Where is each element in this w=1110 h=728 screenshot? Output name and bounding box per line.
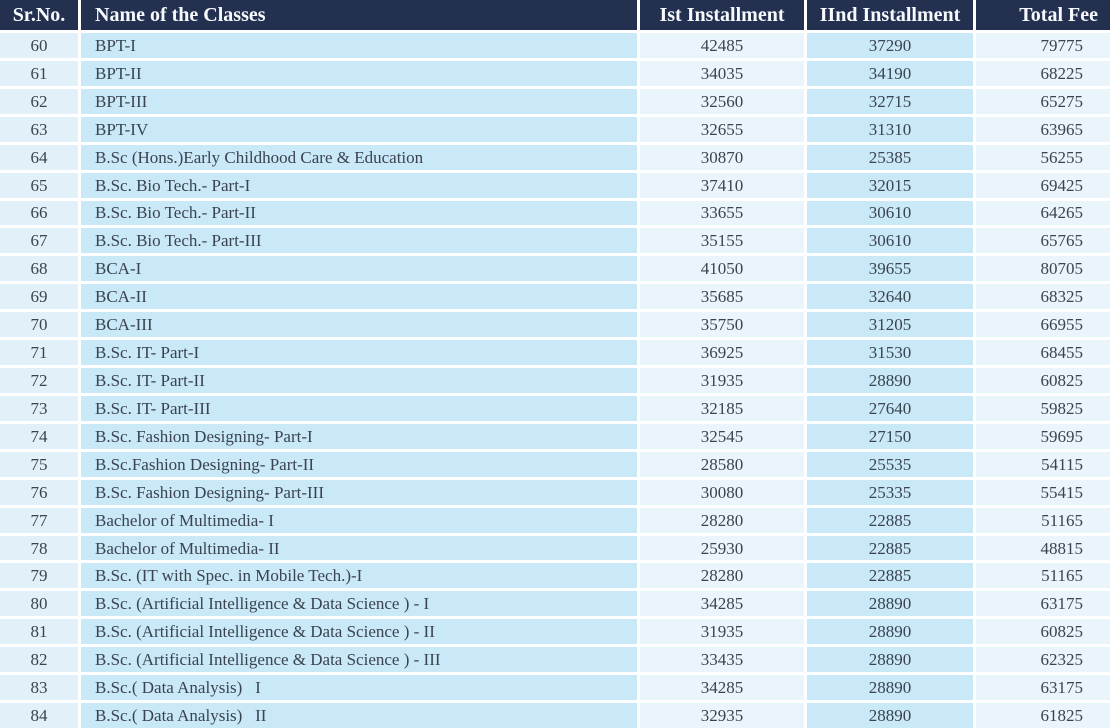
total-fee-cell: 79775 — [976, 33, 1110, 58]
first-installment-cell: 32655 — [640, 117, 804, 142]
second-installment-cell: 22885 — [807, 508, 973, 533]
second-installment-cell: 25385 — [807, 145, 973, 170]
sr-no-cell: 76 — [0, 480, 78, 505]
second-installment-cell: 22885 — [807, 536, 973, 561]
class-name-cell: B.Sc. (Artificial Intelligence & Data Science ) - II — [81, 619, 637, 644]
sr-no-cell: 72 — [0, 368, 78, 393]
total-fee-cell: 51165 — [976, 508, 1110, 533]
sr-no-cell: 77 — [0, 508, 78, 533]
second-installment-cell: 27640 — [807, 396, 973, 421]
sr-no-cell: 68 — [0, 256, 78, 281]
class-name-cell: B.Sc. Bio Tech.- Part-I — [81, 173, 637, 198]
second-installment-cell: 28890 — [807, 703, 973, 728]
second-installment-cell: 37290 — [807, 33, 973, 58]
second-installment-cell: 25535 — [807, 452, 973, 477]
column-header-sr-no: Sr.No. — [0, 0, 78, 30]
total-fee-cell: 60825 — [976, 619, 1110, 644]
first-installment-cell: 33435 — [640, 647, 804, 672]
class-name-cell: B.Sc. (Artificial Intelligence & Data Science ) - III — [81, 647, 637, 672]
sr-no-cell: 62 — [0, 89, 78, 114]
class-name-cell: BPT-I — [81, 33, 637, 58]
column-header-total-fee: Total Fee — [976, 0, 1110, 30]
sr-no-cell: 64 — [0, 145, 78, 170]
column-header-first-installment: Ist Installment — [640, 0, 804, 30]
sr-no-cell: 65 — [0, 173, 78, 198]
sr-no-cell: 60 — [0, 33, 78, 58]
second-installment-cell: 32640 — [807, 284, 973, 309]
second-installment-cell: 28890 — [807, 647, 973, 672]
class-name-cell: B.Sc. Bio Tech.- Part-II — [81, 201, 637, 226]
sr-no-cell: 80 — [0, 591, 78, 616]
total-fee-cell: 63965 — [976, 117, 1110, 142]
first-installment-cell: 32185 — [640, 396, 804, 421]
second-installment-cell: 31205 — [807, 312, 973, 337]
total-fee-cell: 66955 — [976, 312, 1110, 337]
first-installment-cell: 31935 — [640, 619, 804, 644]
second-installment-cell: 25335 — [807, 480, 973, 505]
second-installment-cell: 31310 — [807, 117, 973, 142]
class-name-cell: B.Sc. IT- Part-III — [81, 396, 637, 421]
second-installment-cell: 22885 — [807, 563, 973, 588]
second-installment-cell: 34190 — [807, 61, 973, 86]
first-installment-cell: 32935 — [640, 703, 804, 728]
second-installment-cell: 28890 — [807, 368, 973, 393]
total-fee-cell: 54115 — [976, 452, 1110, 477]
first-installment-cell: 36925 — [640, 340, 804, 365]
second-installment-cell: 28890 — [807, 675, 973, 700]
second-installment-cell: 39655 — [807, 256, 973, 281]
sr-no-cell: 69 — [0, 284, 78, 309]
sr-no-cell: 66 — [0, 201, 78, 226]
column-header-second-installment: IInd Installment — [807, 0, 973, 30]
class-name-cell: Bachelor of Multimedia- II — [81, 536, 637, 561]
first-installment-cell: 32545 — [640, 424, 804, 449]
sr-no-cell: 70 — [0, 312, 78, 337]
class-name-cell: B.Sc.( Data Analysis) I — [81, 675, 637, 700]
sr-no-cell: 75 — [0, 452, 78, 477]
second-installment-cell: 28890 — [807, 619, 973, 644]
total-fee-cell: 68325 — [976, 284, 1110, 309]
total-fee-cell: 65765 — [976, 228, 1110, 253]
total-fee-cell: 55415 — [976, 480, 1110, 505]
second-installment-cell: 32715 — [807, 89, 973, 114]
sr-no-cell: 84 — [0, 703, 78, 728]
total-fee-cell: 68455 — [976, 340, 1110, 365]
first-installment-cell: 34285 — [640, 675, 804, 700]
total-fee-cell: 59825 — [976, 396, 1110, 421]
column-header-class-name: Name of the Classes — [81, 0, 637, 30]
class-name-cell: B.Sc (Hons.)Early Childhood Care & Education — [81, 145, 637, 170]
total-fee-cell: 56255 — [976, 145, 1110, 170]
second-installment-cell: 31530 — [807, 340, 973, 365]
first-installment-cell: 35685 — [640, 284, 804, 309]
first-installment-cell: 35155 — [640, 228, 804, 253]
total-fee-cell: 63175 — [976, 675, 1110, 700]
class-name-cell: B.Sc. Fashion Designing- Part-III — [81, 480, 637, 505]
first-installment-cell: 35750 — [640, 312, 804, 337]
class-name-cell: BPT-III — [81, 89, 637, 114]
total-fee-cell: 59695 — [976, 424, 1110, 449]
total-fee-cell: 62325 — [976, 647, 1110, 672]
sr-no-cell: 67 — [0, 228, 78, 253]
class-name-cell: BCA-III — [81, 312, 637, 337]
first-installment-cell: 30080 — [640, 480, 804, 505]
first-installment-cell: 34035 — [640, 61, 804, 86]
first-installment-cell: 28580 — [640, 452, 804, 477]
class-name-cell: BPT-II — [81, 61, 637, 86]
first-installment-cell: 34285 — [640, 591, 804, 616]
total-fee-cell: 64265 — [976, 201, 1110, 226]
class-name-cell: B.Sc. (IT with Spec. in Mobile Tech.)-I — [81, 563, 637, 588]
first-installment-cell: 33655 — [640, 201, 804, 226]
sr-no-cell: 73 — [0, 396, 78, 421]
sr-no-cell: 74 — [0, 424, 78, 449]
total-fee-cell: 80705 — [976, 256, 1110, 281]
first-installment-cell: 32560 — [640, 89, 804, 114]
first-installment-cell: 42485 — [640, 33, 804, 58]
total-fee-cell: 69425 — [976, 173, 1110, 198]
total-fee-cell: 68225 — [976, 61, 1110, 86]
total-fee-cell: 63175 — [976, 591, 1110, 616]
sr-no-cell: 83 — [0, 675, 78, 700]
total-fee-cell: 65275 — [976, 89, 1110, 114]
class-name-cell: BCA-I — [81, 256, 637, 281]
total-fee-cell: 48815 — [976, 536, 1110, 561]
class-name-cell: BCA-II — [81, 284, 637, 309]
second-installment-cell: 32015 — [807, 173, 973, 198]
class-name-cell: B.Sc. IT- Part-II — [81, 368, 637, 393]
class-name-cell: B.Sc. Fashion Designing- Part-I — [81, 424, 637, 449]
sr-no-cell: 82 — [0, 647, 78, 672]
class-name-cell: B.Sc. IT- Part-I — [81, 340, 637, 365]
sr-no-cell: 71 — [0, 340, 78, 365]
total-fee-cell: 51165 — [976, 563, 1110, 588]
class-name-cell: B.Sc.Fashion Designing- Part-II — [81, 452, 637, 477]
sr-no-cell: 61 — [0, 61, 78, 86]
first-installment-cell: 31935 — [640, 368, 804, 393]
sr-no-cell: 81 — [0, 619, 78, 644]
first-installment-cell: 37410 — [640, 173, 804, 198]
class-name-cell: B.Sc. Bio Tech.- Part-III — [81, 228, 637, 253]
second-installment-cell: 28890 — [807, 591, 973, 616]
class-name-cell: B.Sc. (Artificial Intelligence & Data Science ) - I — [81, 591, 637, 616]
sr-no-cell: 63 — [0, 117, 78, 142]
first-installment-cell: 30870 — [640, 145, 804, 170]
first-installment-cell: 28280 — [640, 508, 804, 533]
sr-no-cell: 78 — [0, 536, 78, 561]
first-installment-cell: 28280 — [640, 563, 804, 588]
first-installment-cell: 41050 — [640, 256, 804, 281]
total-fee-cell: 61825 — [976, 703, 1110, 728]
class-name-cell: B.Sc.( Data Analysis) II — [81, 703, 637, 728]
class-name-cell: BPT-IV — [81, 117, 637, 142]
first-installment-cell: 25930 — [640, 536, 804, 561]
total-fee-cell: 60825 — [976, 368, 1110, 393]
second-installment-cell: 30610 — [807, 201, 973, 226]
second-installment-cell: 27150 — [807, 424, 973, 449]
sr-no-cell: 79 — [0, 563, 78, 588]
second-installment-cell: 30610 — [807, 228, 973, 253]
class-name-cell: Bachelor of Multimedia- I — [81, 508, 637, 533]
